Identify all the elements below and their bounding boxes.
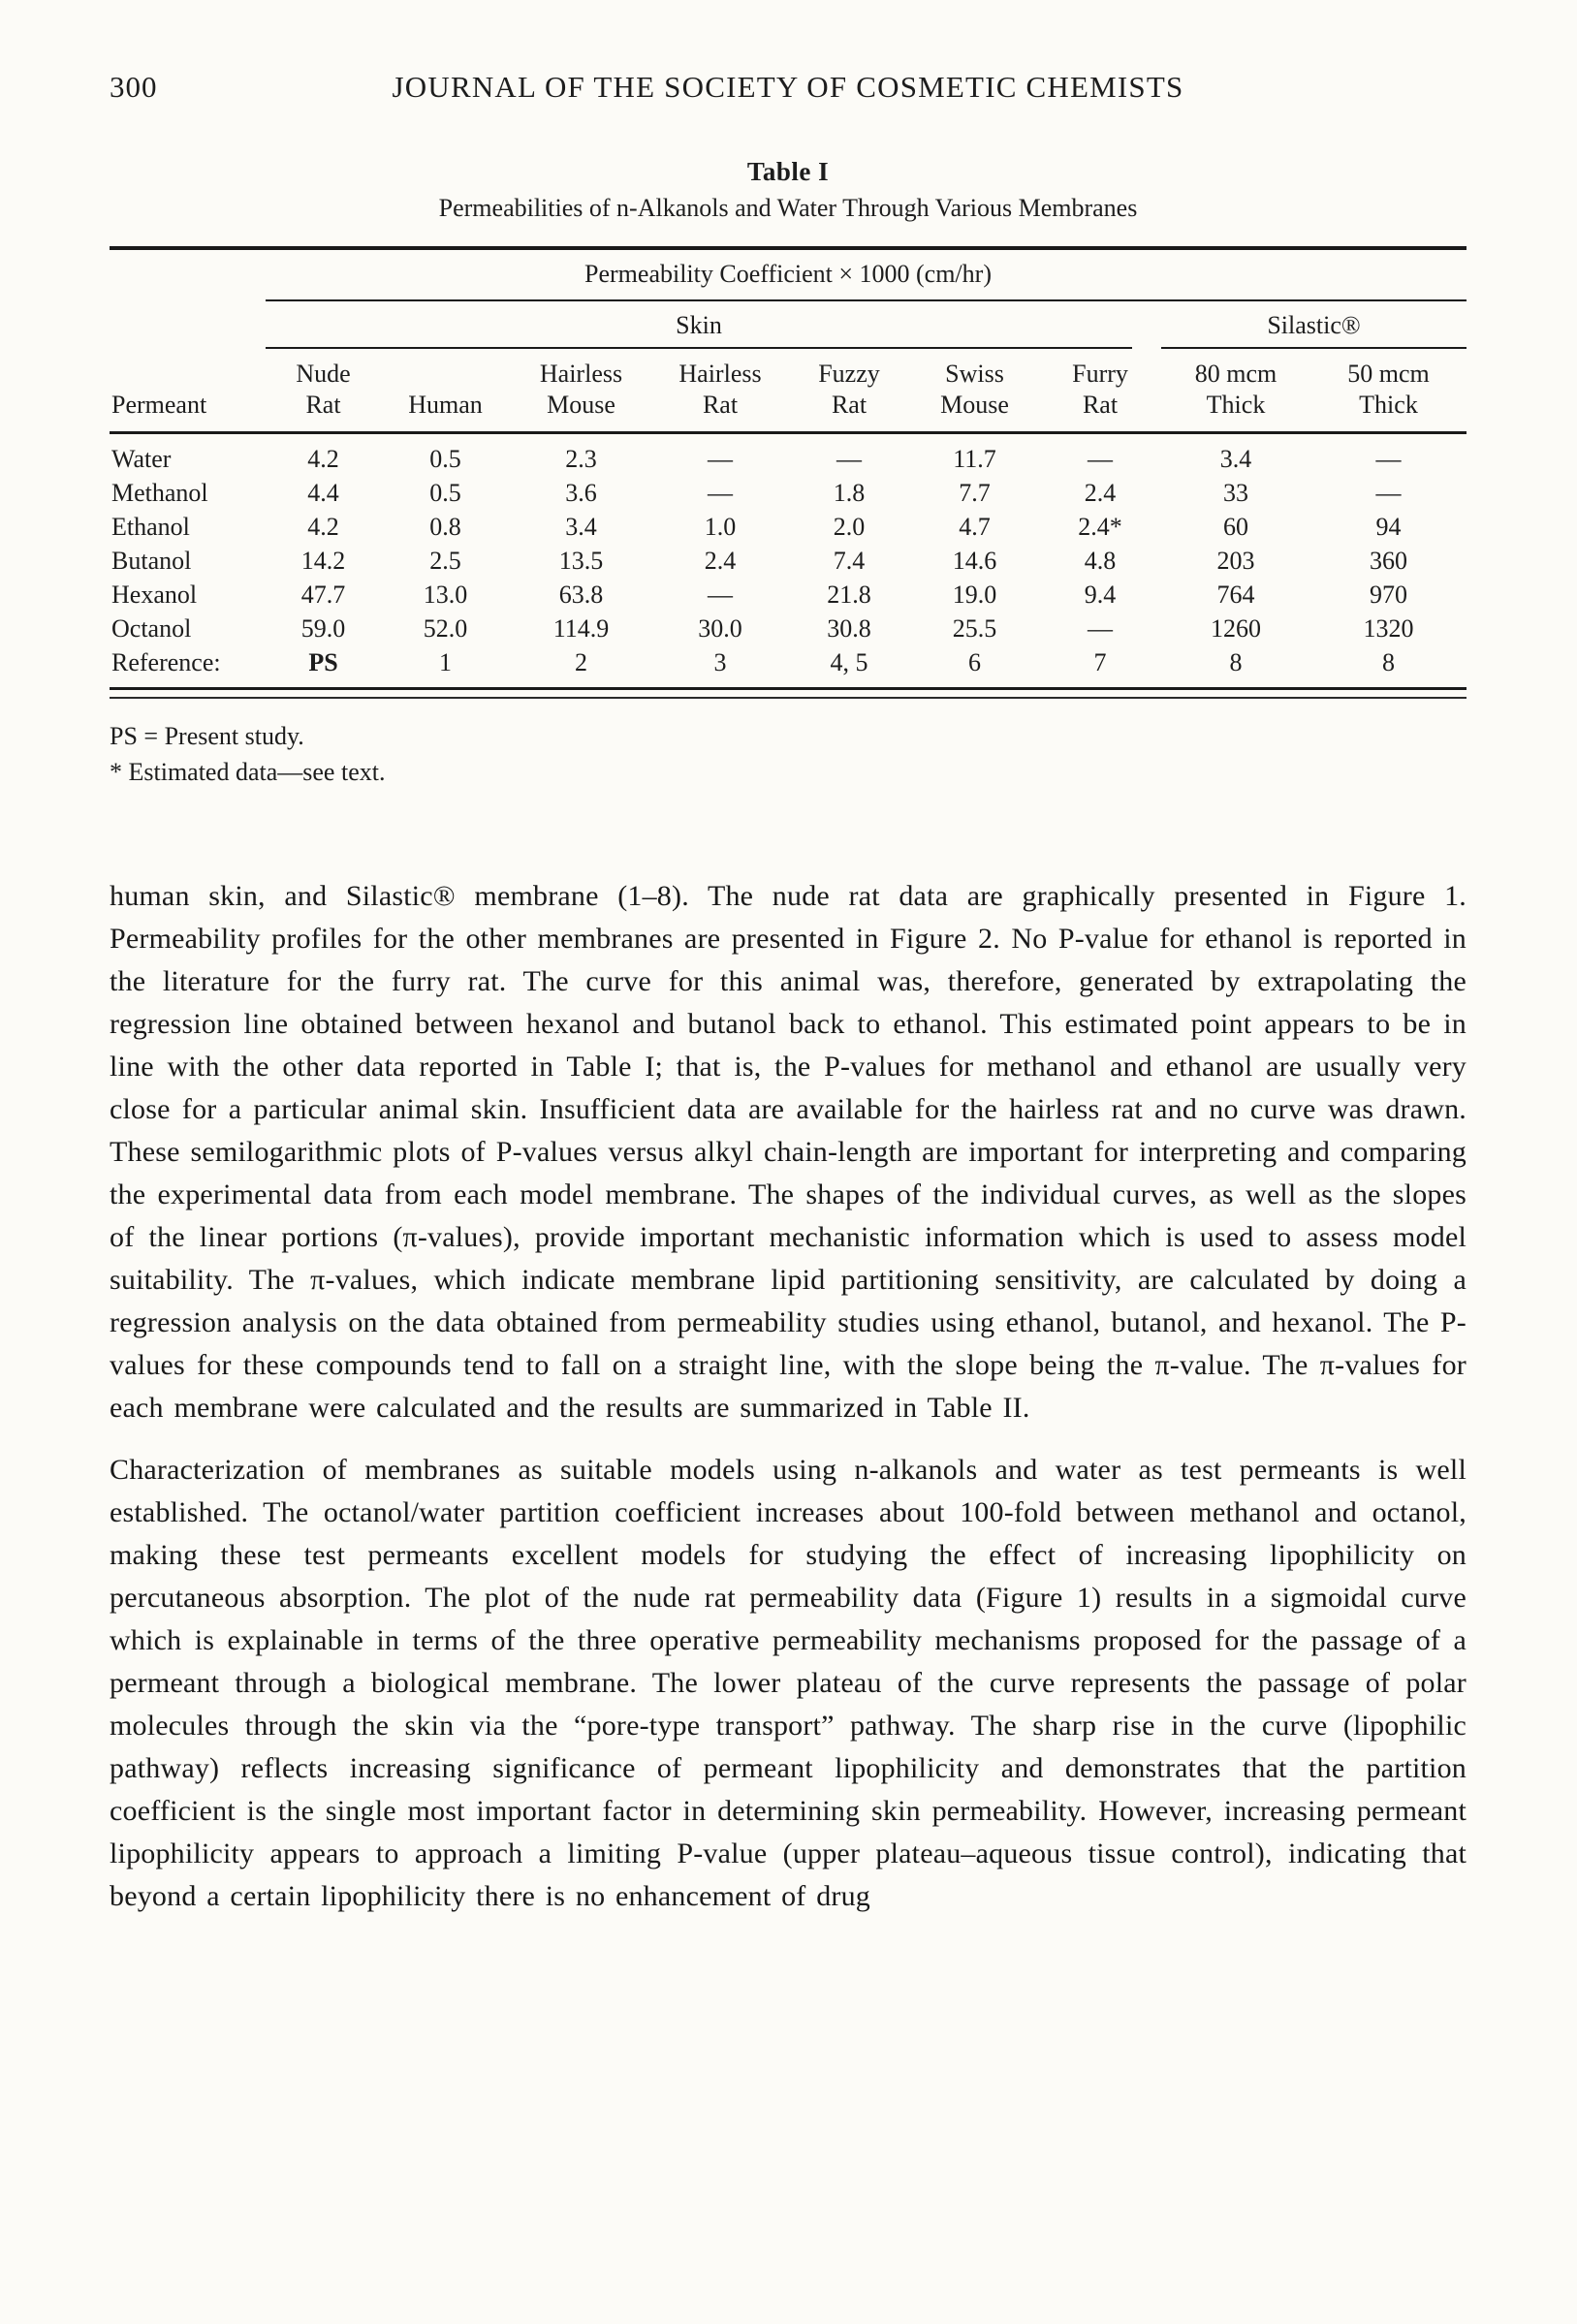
value-cell: 1.0: [704, 513, 737, 541]
value-cell: 30.8: [827, 614, 871, 643]
table-row: [110, 545, 1467, 579]
table-row: [110, 511, 1467, 545]
value-cell: 3.4: [565, 513, 597, 541]
spacer-cell: [110, 293, 266, 300]
value-cell: 4.2: [307, 513, 339, 541]
value-cell: 8: [1229, 648, 1243, 676]
column-header: [910, 349, 1039, 433]
column-header: [1310, 349, 1467, 433]
value-cell: 764: [1216, 581, 1255, 609]
value-cell: 4.8: [1084, 547, 1117, 575]
column-header-line2: Human: [408, 391, 483, 419]
group-header-skin-label: Skin: [266, 311, 1132, 349]
value-cell: —: [708, 445, 733, 473]
spanning-header-row: [110, 248, 1467, 293]
permeant-cell: Reference:: [111, 648, 221, 676]
column-header: [652, 349, 788, 433]
value-cell: 1260: [1211, 614, 1261, 643]
value-cell: 2.5: [429, 547, 461, 575]
column-header-line1: Nude: [296, 360, 351, 388]
group-header-skin: [266, 300, 1161, 349]
value-cell: 14.2: [300, 547, 346, 575]
column-header: [110, 349, 266, 433]
value-cell: —: [708, 581, 733, 609]
value-cell: 30.0: [698, 614, 742, 643]
value-cell: 25.5: [952, 614, 997, 643]
permeant-cell: Ethanol: [111, 513, 190, 541]
column-header-line2: Mouse: [547, 391, 615, 419]
value-cell: 94: [1375, 513, 1402, 541]
column-header: [266, 349, 381, 433]
permeant-cell: Hexanol: [111, 581, 198, 609]
value-cell: 13.5: [558, 547, 604, 575]
table-row: [110, 579, 1467, 612]
value-cell: —: [1375, 445, 1402, 473]
table-caption: Permeabilities of n-Alkanols and Water Through Various Membranes: [438, 194, 1138, 222]
value-cell: 4.2: [307, 445, 339, 473]
permeant-cell: Octanol: [111, 614, 192, 643]
group-header-silastic: [1161, 300, 1467, 349]
value-cell: 9.4: [1084, 581, 1117, 609]
spacer-cell: [110, 300, 266, 349]
value-cell: 203: [1216, 547, 1255, 575]
spanning-header-rule: [266, 293, 1467, 300]
table-row: [110, 646, 1467, 689]
value-cell: 1: [439, 648, 452, 676]
column-header-line2: Rat: [831, 391, 867, 419]
spanning-header: Permeability Coefficient × 1000 (cm/hr): [584, 260, 992, 288]
value-cell: —: [1088, 445, 1113, 473]
footnote-present-study: PS = Present study.: [110, 722, 304, 750]
page-header: [110, 70, 1467, 112]
value-cell: 970: [1370, 581, 1407, 609]
column-header-line1: Hairless: [539, 360, 623, 388]
group-header-silastic-label: Silastic®: [1161, 311, 1467, 349]
value-cell: 0.8: [429, 513, 461, 541]
value-cell: 11.7: [953, 445, 996, 473]
value-cell: —: [1375, 479, 1402, 507]
value-cell: 13.0: [423, 581, 468, 609]
value-cell: 3.6: [565, 479, 597, 507]
value-cell: 2.4: [1084, 479, 1117, 507]
value-cell: 0.5: [429, 479, 461, 507]
column-header-line1: Swiss: [945, 360, 1004, 388]
value-cell: 1.8: [833, 479, 866, 507]
column-header-line2: Thick: [1206, 391, 1266, 419]
value-cell: 3.4: [1219, 445, 1252, 473]
value-cell: 360: [1370, 547, 1407, 575]
paragraph-2: Characterization of membranes as suitable models using n-alkanols and water as test permeants is well established. The octanol/water partition coefficient increases about 100-fold between methanol and octanol, making these test permeants excellent models for studying the effect of increasing lipophilicity on percutaneous absorption. The plot of the nude rat permeability data (Figure 1) results in a sigmoidal curve which is explainable in terms of the three operative permeability mechanisms proposed for the passage of a permeant through a biological membrane. The lower plateau of the curve represents the passage of polar molecules through the skin via the “pore-type transport” pathway. The sharp rise in the curve (lipophilic pathway) reflects increasing significance of permeant lipophilicity and demonstrates that the partition coefficient is the single most important factor in determining skin permeability. However, increasing permeant lipophilicity appears to approach a limiting P-value (upper plateau–aqueous tissue control), indicating that beyond a certain lipophilicity there is no enhancement of drug: [110, 1454, 1467, 1912]
permeability-table: [110, 246, 1467, 690]
table-row: [110, 477, 1467, 511]
value-cell: 0.5: [429, 445, 461, 473]
value-cell: 4.4: [307, 479, 339, 507]
table-row: [110, 433, 1467, 477]
column-header: [510, 349, 652, 433]
footnote-estimated-data: * Estimated data—see text.: [110, 758, 386, 786]
value-cell: 4.7: [959, 513, 991, 541]
value-cell: 4, 5: [830, 648, 868, 676]
column-header: [788, 349, 910, 433]
paragraph-1: human skin, and Silastic® membrane (1–8). The nude rat data are graphically presented in Figure 1. Permeability profiles for the other membranes are presented in Figure 2. No P-value for ethanol is reported in the literature for the furry rat. The curve for this animal was, therefore, generated by extrapolating the regression line obtained between hexanol and butanol back to ethanol. This estimated point appears to be in line with the other data reported in Table I; that is, the P-values for methanol and ethanol are usually very close for a particular animal skin. Insufficient data are available for the hairless rat and no curve was drawn. These semilogarithmic plots of P-values versus alkyl chain-length are important for interpreting and comparing the experimental data from each model membrane. The shapes of the individual curves, as well as the slopes of the linear portions (π-values), provide important mechanistic information which is used to assess model suitability. The π-values, which indicate membrane lipid partitioning sensitivity, are calculated by doing a regression analysis on the data obtained from permeability studies using ethanol, butanol, and hexanol. The P-values for these compounds tend to fall on a straight line, with the slope being the π-value. The π-values for each membrane were calculated and the results are summarized in Table II.: [110, 880, 1467, 1424]
permeant-cell: Methanol: [111, 479, 208, 507]
column-header-line1: Hairless: [678, 360, 762, 388]
value-cell: 63.8: [558, 581, 604, 609]
value-cell: 7.7: [959, 479, 991, 507]
column-header-line2: Rat: [702, 391, 739, 419]
column-header: [1039, 349, 1161, 433]
column-header-line1: Fuzzy: [818, 360, 880, 388]
column-header: [1161, 349, 1310, 433]
spanning-header-rule-row: [110, 293, 1467, 300]
table-block: [110, 157, 1467, 790]
table-bottom-rule: [110, 697, 1467, 699]
column-header-line2: Rat: [305, 391, 341, 419]
value-cell: 2.4*: [1078, 513, 1122, 541]
column-header-line2: Thick: [1359, 391, 1418, 419]
value-cell: 2.3: [565, 445, 597, 473]
body-text: [110, 875, 1467, 1918]
value-cell: 52.0: [423, 614, 468, 643]
value-cell: 2.0: [833, 513, 866, 541]
value-cell: 6: [968, 648, 981, 676]
value-cell: 7: [1093, 648, 1107, 676]
value-cell: 19.0: [952, 581, 997, 609]
value-cell: —: [1088, 614, 1113, 643]
journal-title: JOURNAL OF THE SOCIETY OF COSMETIC CHEMISTS: [392, 70, 1184, 104]
value-cell: 114.9: [552, 614, 610, 643]
table-footnotes: [110, 718, 1467, 790]
permeant-cell: Water: [111, 445, 172, 473]
value-cell: —: [708, 479, 733, 507]
value-cell: —: [836, 445, 862, 473]
value-cell: 3: [713, 648, 727, 676]
value-cell: 1320: [1363, 614, 1414, 643]
column-header-line1: Furry: [1072, 360, 1128, 388]
table-label: Table I: [746, 157, 830, 186]
value-cell: 59.0: [300, 614, 346, 643]
value-cell: PS: [308, 648, 338, 676]
value-cell: 21.8: [827, 581, 871, 609]
table-row: [110, 612, 1467, 646]
column-header: [381, 349, 510, 433]
value-cell: 8: [1382, 648, 1395, 676]
value-cell: 7.4: [833, 547, 866, 575]
page-number: 300: [110, 70, 158, 104]
permeant-cell: Butanol: [111, 547, 192, 575]
column-header-line1: 80 mcm: [1194, 360, 1277, 388]
value-cell: 14.6: [952, 547, 997, 575]
column-header-line2: Rat: [1082, 391, 1119, 419]
value-cell: 60: [1223, 513, 1248, 541]
value-cell: 2: [575, 648, 587, 676]
column-header-line2: Mouse: [940, 391, 1009, 419]
column-header-line2: Permeant: [111, 391, 207, 419]
column-header-line1: 50 mcm: [1347, 360, 1430, 388]
value-cell: 2.4: [704, 547, 737, 575]
group-header-row: [110, 300, 1467, 349]
table-body: [110, 433, 1467, 689]
value-cell: 33: [1223, 479, 1248, 507]
table-header-row: [110, 349, 1467, 433]
value-cell: 47.7: [300, 581, 346, 609]
